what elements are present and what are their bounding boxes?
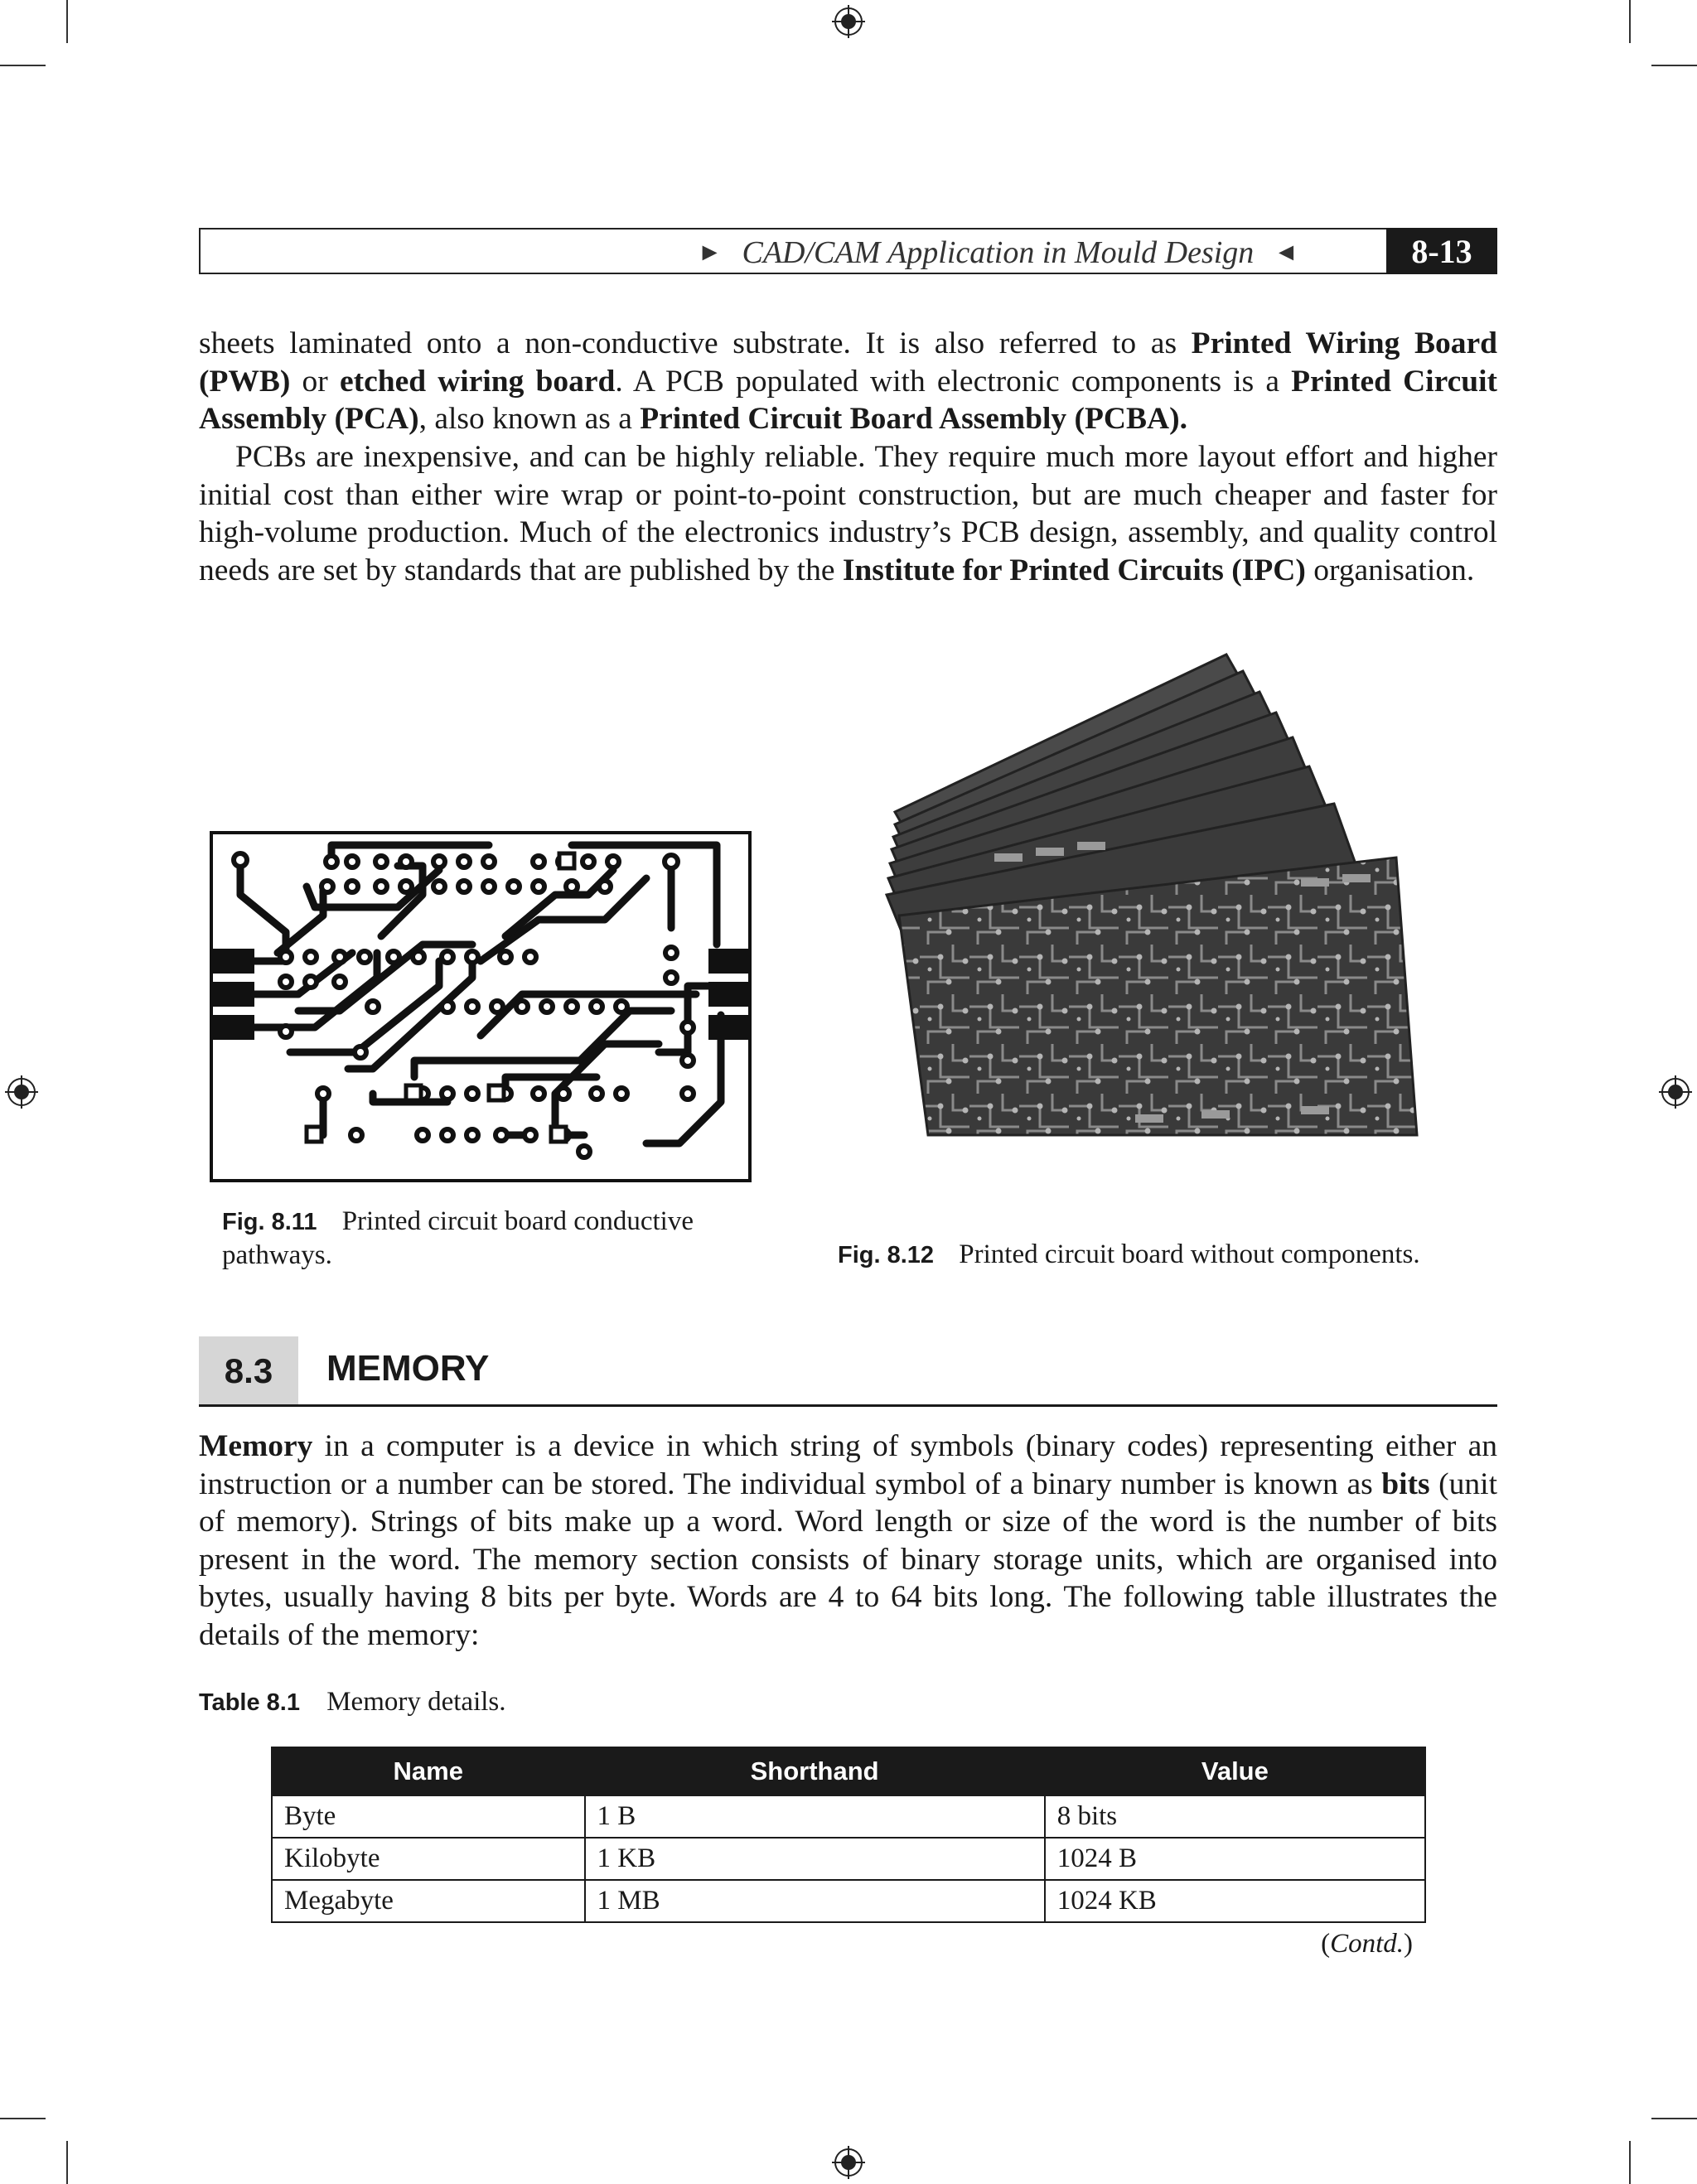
table-cell: Megabyte: [272, 1880, 585, 1922]
table-cell: 1 MB: [585, 1880, 1045, 1922]
table-cell: 1024 KB: [1045, 1880, 1425, 1922]
table-cell: 8 bits: [1045, 1795, 1425, 1838]
memory-paragraph: Memory in a computer is a device in which string of symbols (binary codes) representing either an instruction or a number can be stored. The individual symbol of a binary number is known as bits (unit of memory). Strings of bits make up a word. Word length or size of the word is the number of bits present in the word. The memory section consists of binary storage units, which are organised into bytes, usually having 8 bits per byte. Words are 4 to 64 bits long. The following table illustrates the details of the memory:: [199, 1429, 1497, 1652]
registration-mark-icon: [5, 1075, 38, 1109]
table-cell: Kilobyte: [272, 1838, 585, 1880]
table-row: [272, 1880, 1425, 1922]
table-caption: [199, 1687, 506, 1718]
table-row: [272, 1795, 1425, 1838]
crop-mark: [1629, 0, 1631, 43]
table-cell: Byte: [272, 1795, 585, 1838]
table-cell: 1 B: [585, 1795, 1045, 1838]
figure-label: Fig. 8.12: [838, 1242, 935, 1268]
continued-note: (Contd.): [1321, 1929, 1413, 1959]
figure-8-12-caption: [838, 1238, 1420, 1272]
section-heading: [199, 1336, 1497, 1406]
table-caption-text: Memory details.: [326, 1687, 506, 1717]
crop-mark: [66, 2141, 68, 2184]
pcb-boards-photo: [870, 646, 1425, 1218]
pcb-paragraph: PCBs are inexpensive, and can be highly reliable. They require much more layout effort and higher initial cost than either wire wrap or point-to-point construction, but are much cheaper and faster for high-volume production. Much of the electronics industry’s PCB design, assembly, and quality control needs are set by standards that are published by the Institute for Printed Circuits (IPC) organisation.: [199, 440, 1497, 587]
crop-mark: [66, 0, 68, 43]
section-number: 8.3: [199, 1336, 298, 1406]
triangle-left-icon: ◄: [1274, 239, 1298, 266]
section-title: MEMORY: [326, 1348, 490, 1389]
running-header: [199, 228, 1497, 274]
triangle-right-icon: ►: [697, 239, 723, 266]
section-divider: [199, 1404, 1497, 1407]
column-header-shorthand: Shorthand: [585, 1747, 1045, 1795]
column-header-value: Value: [1045, 1747, 1425, 1795]
intro-paragraph: sheets laminated onto a non-conductive substrate. It is also referred to as Printed Wiring Board (PWB) or etched wiring board. A PCB populated with electronic components is a Printed Circuit Assembly (PCA), also known as a Printed Circuit Board Assembly (PCBA).: [199, 326, 1497, 436]
figure-caption-text: Printed circuit board conductive pathways.: [222, 1206, 694, 1270]
table-label: Table 8.1: [199, 1689, 300, 1716]
table-row: [272, 1838, 1425, 1880]
pcb-pathways-figure: [207, 829, 754, 1185]
crop-mark: [0, 2118, 46, 2119]
registration-mark-icon: [832, 2146, 865, 2179]
crop-mark: [1651, 2118, 1697, 2119]
running-header-title-group: [698, 234, 1298, 271]
page-number: 8-13: [1386, 228, 1497, 274]
figure-caption-text: Printed circuit board without components.: [959, 1239, 1420, 1269]
registration-mark-icon: [1659, 1075, 1692, 1109]
figure-label: Fig. 8.11: [222, 1209, 317, 1235]
crop-mark: [1629, 2141, 1631, 2184]
table-header-row: [272, 1747, 1425, 1795]
crop-mark: [0, 65, 46, 66]
column-header-name: Name: [272, 1747, 585, 1795]
registration-mark-icon: [832, 5, 865, 38]
memory-details-table: [271, 1747, 1426, 1923]
figure-8-11-caption: [222, 1205, 761, 1272]
crop-mark: [1651, 65, 1697, 66]
table-cell: 1 KB: [585, 1838, 1045, 1880]
running-header-title: CAD/CAM Application in Mould Design: [742, 235, 1255, 270]
table-cell: 1024 B: [1045, 1838, 1425, 1880]
